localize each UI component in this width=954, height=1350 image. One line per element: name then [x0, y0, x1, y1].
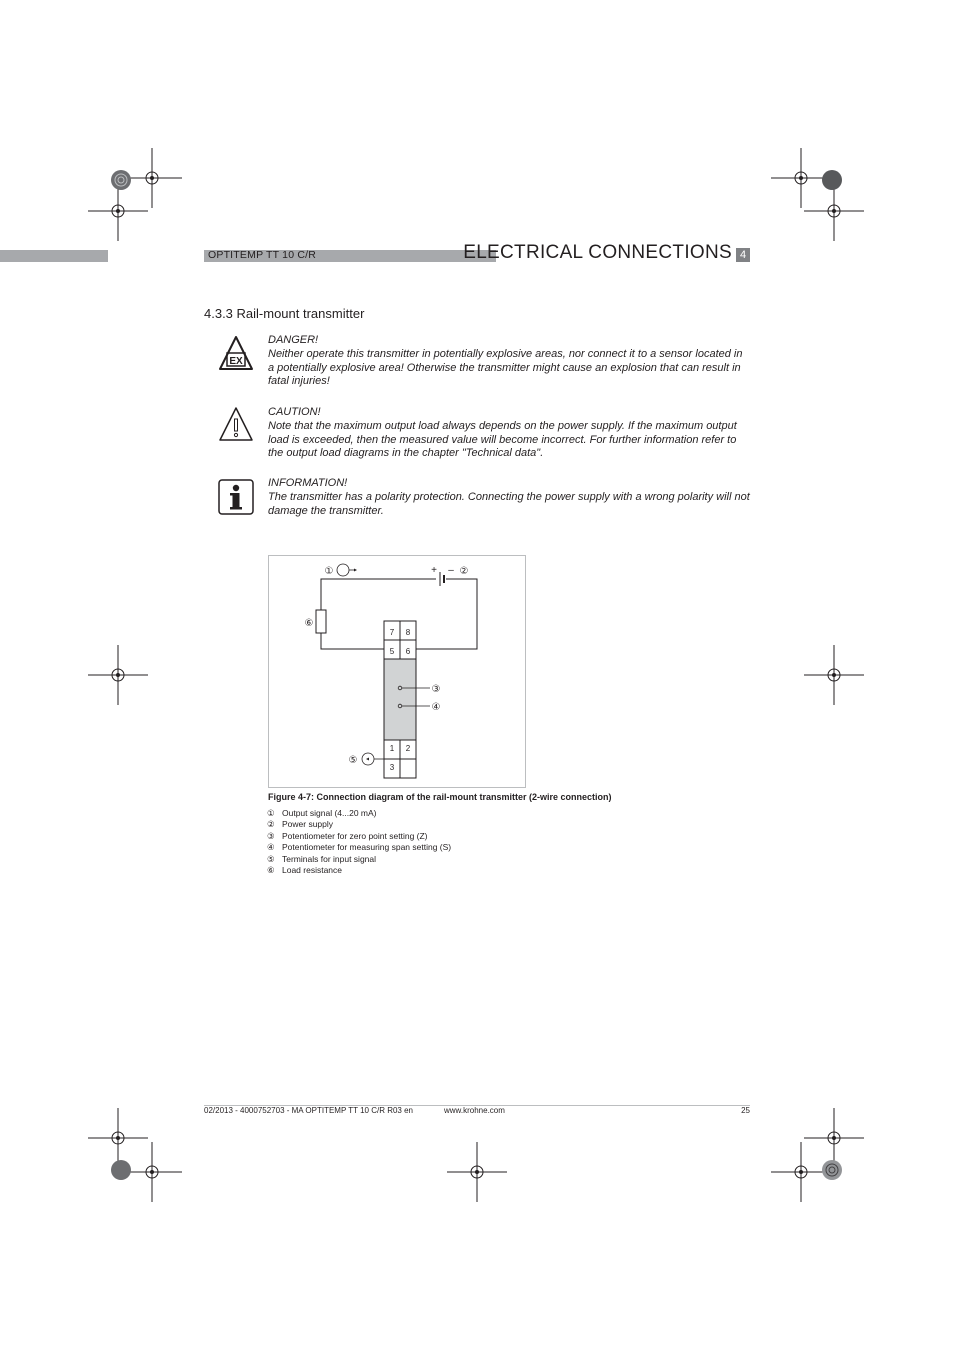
terminal-5: 5 [389, 647, 395, 656]
legend-number: ③ [267, 830, 275, 841]
legend-text: Potentiometer for zero point setting (Z) [282, 830, 428, 841]
marker-4: ④ [431, 702, 441, 713]
terminal-1: 1 [389, 744, 395, 753]
output-signal-icon [337, 564, 349, 576]
marker-1: ① [324, 566, 334, 577]
color-target-icon [110, 169, 132, 191]
header-bar-left [0, 250, 108, 262]
header-product-name: OPTITEMP TT 10 C/R [208, 249, 317, 261]
connection-diagram [268, 555, 526, 788]
marker-3: ③ [431, 684, 441, 695]
registration-mark-icon [88, 645, 148, 705]
terminal-7: 7 [389, 628, 395, 637]
marker-5: ⑤ [348, 755, 358, 766]
legend-text: Potentiometer for measuring span setting (S) [282, 842, 452, 853]
legend-number: ⑤ [267, 853, 275, 864]
caution-text: Note that the maximum output load always depends on the power supply. If the maximum output load is exceeded, then the measured value will become incorrect. For further information refer to the output load diagrams in the chapter "Technical data". [268, 419, 737, 460]
legend-number: ② [267, 819, 275, 830]
caution-note [268, 406, 750, 461]
information-heading: INFORMATION! [268, 477, 348, 489]
danger-text: Neither operate this transmitter in potentially explosive areas, nor connect it to a sensor located in a potentially explosive area! Otherwise the transmitter might cause an explosion that can result in fatal injuries! [268, 347, 743, 388]
legend-number: ① [267, 808, 275, 818]
minus-sign: – [448, 565, 454, 576]
legend-number: ⑥ [267, 865, 275, 876]
legend-item [267, 831, 451, 842]
registration-mark-icon [804, 645, 864, 705]
information-text: The transmitter has a polarity protection. Connecting the power supply with a wrong polarity will not damage the transmitter. [268, 490, 750, 517]
footer-website: www.krohne.com [444, 1106, 505, 1115]
figure-legend [267, 808, 451, 876]
danger-note [268, 334, 750, 389]
section-title: 4.3.3 Rail-mount transmitter [204, 306, 365, 321]
caution-heading: CAUTION! [268, 406, 321, 418]
legend-number: ④ [267, 842, 275, 853]
information-icon [218, 479, 254, 515]
page-number: 25 [741, 1106, 750, 1115]
color-target-icon [110, 1159, 132, 1181]
terminal-6: 6 [405, 647, 411, 656]
registration-mark-icon [447, 1142, 507, 1202]
plus-sign: + [431, 565, 437, 576]
load-resistor [316, 610, 326, 633]
chapter-title: ELECTRICAL CONNECTIONS [463, 242, 732, 263]
legend-item [267, 842, 451, 853]
legend-text: Power supply [282, 819, 334, 830]
marker-2: ② [459, 566, 469, 577]
svg-text:EX: EX [229, 356, 243, 367]
terminal-3: 3 [389, 763, 395, 772]
footer-doc-ref: 02/2013 - 4000752703 - MA OPTITEMP TT 10 C/R R03 en [204, 1106, 414, 1115]
legend-text: Load resistance [282, 865, 343, 876]
marker-6: ⑥ [304, 618, 314, 629]
legend-item [267, 865, 451, 876]
color-target-icon [821, 1159, 843, 1181]
chapter-number-badge: 4 [736, 248, 750, 262]
information-note [268, 477, 750, 518]
color-target-icon [821, 169, 843, 191]
figure-caption: Figure 4-7: Connection diagram of the rail-mount transmitter (2-wire connection) [268, 792, 612, 802]
terminal-2: 2 [405, 744, 411, 753]
legend-item [267, 808, 451, 819]
legend-text: Terminals for input signal [282, 853, 377, 864]
exclamation-warning-icon [218, 406, 254, 442]
danger-heading: DANGER! [268, 334, 319, 346]
legend-item [267, 819, 451, 830]
legend-text: Output signal (4...20 mA) [282, 808, 377, 818]
legend-item [267, 854, 451, 865]
ex-warning-icon [218, 335, 254, 371]
terminal-8: 8 [405, 628, 411, 637]
